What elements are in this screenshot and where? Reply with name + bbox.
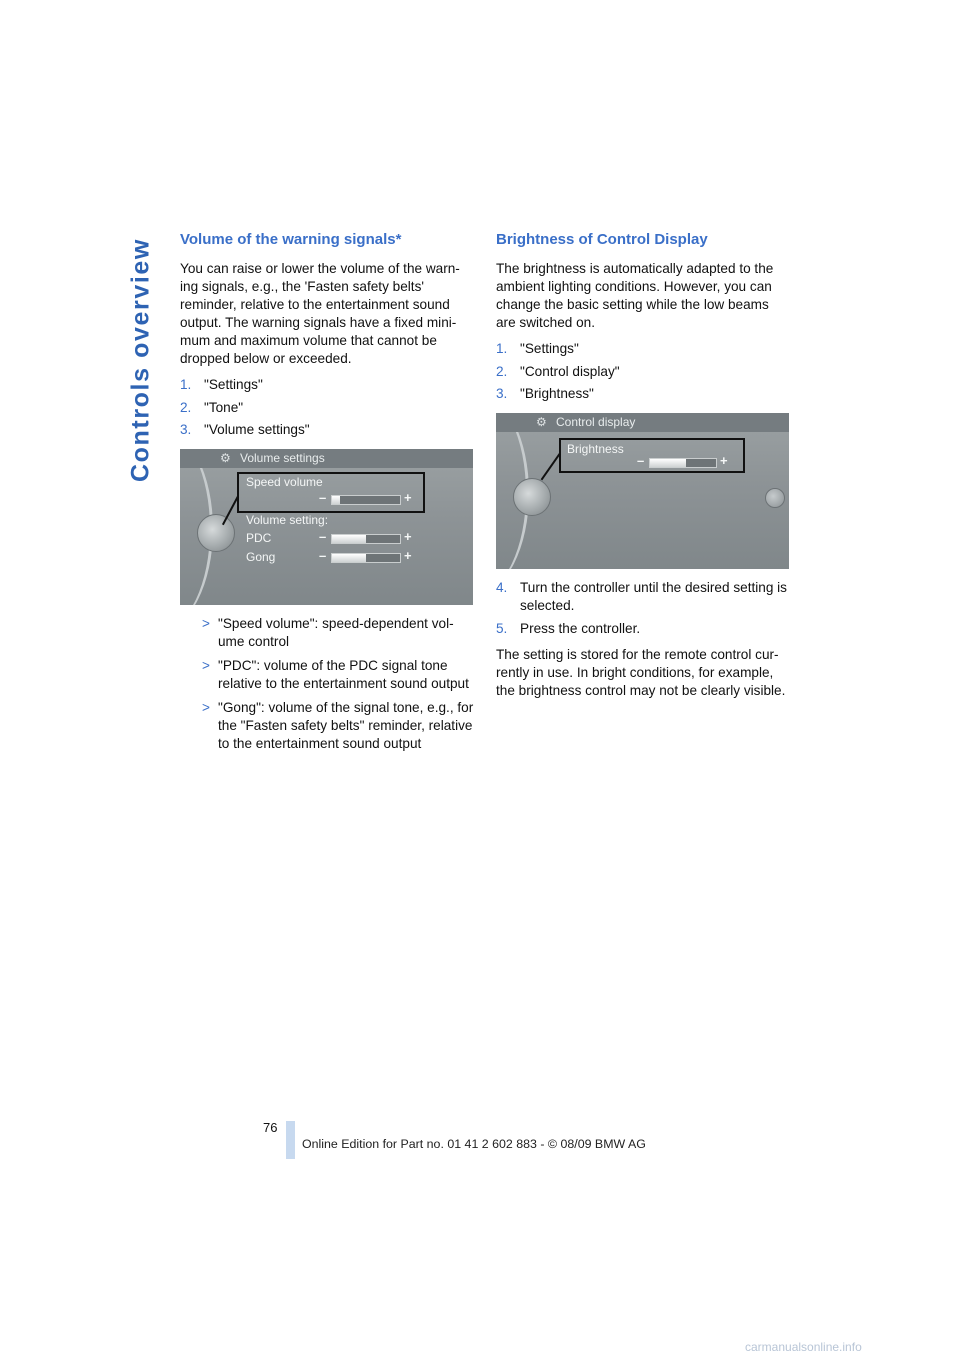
watermark: carmanualsonline.info [745,1340,862,1354]
slider-bar-gong [331,553,401,563]
screen-title: Control display [556,415,636,429]
side-button-icon [765,488,785,508]
brightness-steps [496,340,792,403]
bullet-item: > "Gong": volume of the signal tone, e.g., for the "Fasten safety belts" reminder, relative to the entertainment sound output [202,700,474,751]
gear-icon: ⚙ [220,451,231,465]
step-item: 3. "Volume settings" [180,422,310,437]
screen-title: Volume settings [240,451,325,465]
minus-icon: – [319,490,327,505]
gear-icon: ⚙ [536,415,547,429]
brightness-heading: Brightness of Control Display [496,231,708,248]
screen-label-speed-volume: Speed volume [246,475,323,489]
warning-volume-intro: You can raise or lower the volume of the warn-ing signals, e.g., the 'Fasten safety belts' reminder, relative to the entertainment sound output. The warning signals have a fixed mini-mum and maximum volume that cannot be dropped below or exceeded. [180,261,460,366]
leader-line [541,453,561,480]
footer-bar [286,1121,295,1159]
bullet-item: > "PDC": volume of the PDC signal tone relative to the entertainment sound output [202,658,469,691]
step-item: 1. "Settings" [496,341,579,356]
warning-volume-heading: Volume of the warning signals* [180,231,402,248]
slider-bar-speed-volume [331,495,401,505]
right-column [496,230,792,708]
screen-label-pdc: PDC [246,531,272,545]
plus-icon: + [404,548,412,563]
plus-icon: + [720,453,728,468]
step-item: 4. Turn the controller until the desired setting is selected. [496,580,787,613]
bullet-item: > "Speed volume": speed-dependent vol-ume control [202,616,454,649]
section-tab [126,225,156,495]
controller-knob-icon [197,514,235,552]
minus-icon: – [319,529,327,544]
step-item: 1. "Settings" [180,377,263,392]
step-item: 3. "Brightness" [496,386,594,401]
warning-volume-steps [180,376,476,439]
screen-label-volume-setting: Volume setting: [246,513,329,527]
screen-label-brightness: Brightness [567,442,624,456]
control-display-screenshot [496,413,789,569]
screen-titlebar [180,449,473,468]
brightness-intro: The brightness is automatically adapted to the ambient lighting conditions. However, you can change the basic setting while the low beams are switched on. [496,261,774,330]
plus-icon: + [404,490,412,505]
edition-note: Online Edition for Part no. 01 41 2 602 883 - © 08/09 BMW AG [302,1137,646,1151]
step-item: 2. "Control display" [496,363,620,379]
brightness-outro: The setting is stored for the remote control cur-rently in use. In bright conditions, for example, the brightness control may not be clearly visible. [496,646,786,698]
slider-bar-brightness [649,458,717,468]
section-title: Controls overview [126,238,155,482]
page-number: 76 [263,1120,278,1135]
brightness-steps-after [496,579,792,638]
plus-icon: + [404,529,412,544]
left-column [180,230,476,759]
minus-icon: – [637,453,645,468]
warning-volume-bullets [180,615,476,753]
step-item: 5. Press the controller. [496,620,641,636]
controller-knob-icon [513,478,551,516]
slider-bar-pdc [331,534,401,544]
minus-icon: – [319,548,327,563]
volume-settings-screenshot [180,449,473,605]
screen-label-gong: Gong [246,550,276,564]
screen-titlebar [496,413,789,432]
step-item: 2. "Tone" [180,399,244,415]
